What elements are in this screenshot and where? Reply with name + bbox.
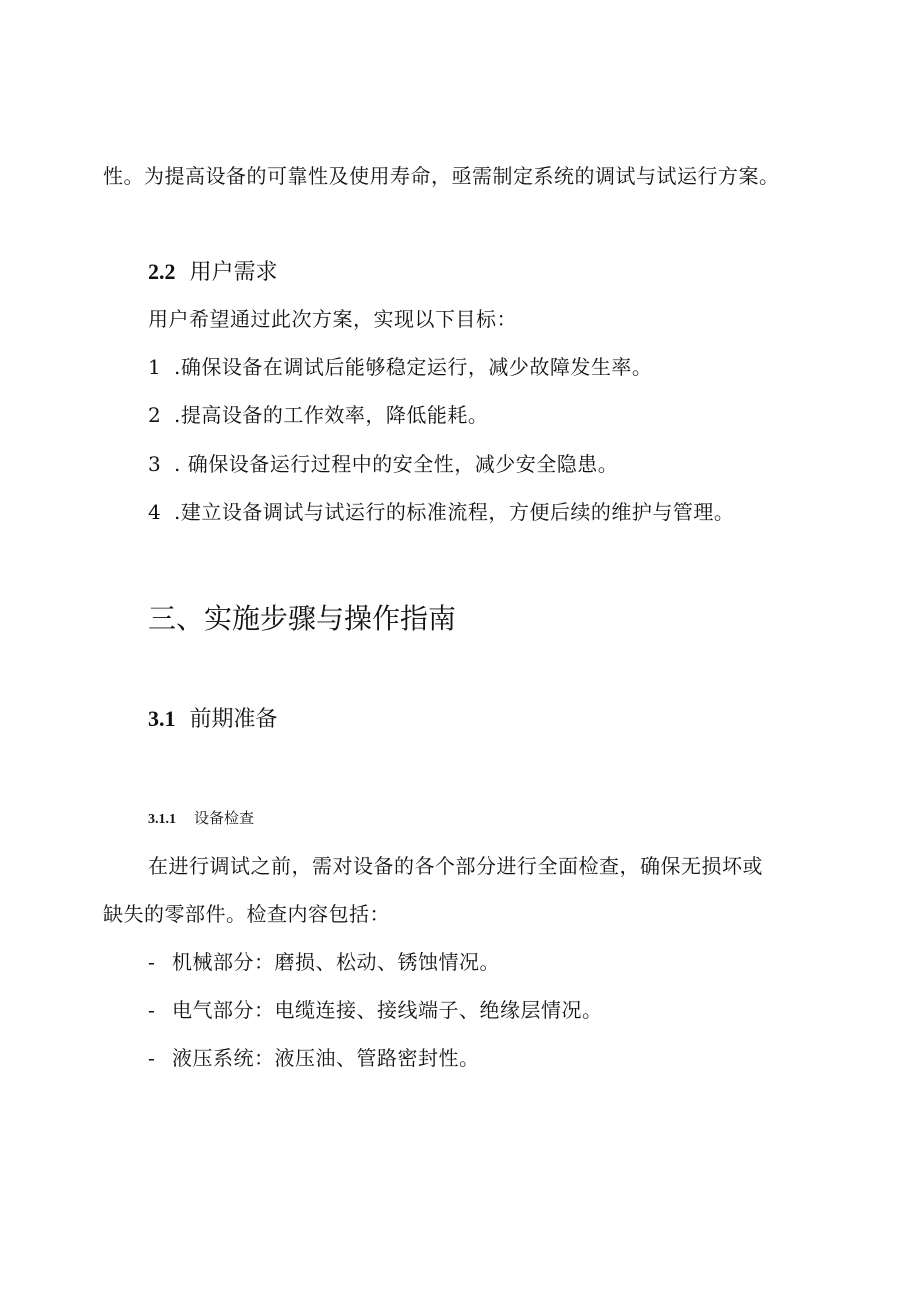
heading-title: 设备检查 bbox=[194, 809, 255, 827]
bullet-item bbox=[148, 1042, 480, 1071]
paragraph-line-1: 在进行调试之前，需对设备的各个部分进行全面检查，确保无损坏或 bbox=[148, 854, 763, 878]
list-item bbox=[148, 496, 734, 525]
heading-3-1 bbox=[148, 702, 278, 733]
heading-3-1-1 bbox=[148, 807, 254, 828]
paragraph-intro-tail: 性。为提高设备的可靠性及使用寿命，亟需制定系统的调试与试运行方案。 bbox=[103, 164, 780, 188]
heading-title: 前期准备 bbox=[189, 707, 278, 732]
list-item-number: 1 bbox=[148, 355, 162, 379]
list-item-text: .确保设备在调试后能够稳定运行，减少故障发生率。 bbox=[174, 355, 653, 379]
bullet-text: 电气部分：电缆连接、接线端子、绝缘层情况。 bbox=[172, 998, 603, 1022]
heading-number: 3.1 bbox=[148, 706, 176, 731]
paragraph-lead: 用户希望通过此次方案，实现以下目标： bbox=[148, 307, 517, 331]
heading-section-3: 三、实施步骤与操作指南 bbox=[148, 602, 457, 635]
bullet-mark: - bbox=[148, 998, 156, 1022]
list-item-number: 2 bbox=[148, 403, 162, 427]
list-item bbox=[148, 351, 652, 380]
heading-2-2 bbox=[148, 255, 278, 286]
list-item bbox=[148, 399, 488, 428]
bullet-mark: - bbox=[148, 950, 156, 974]
bullet-item bbox=[148, 946, 500, 975]
heading-number: 2.2 bbox=[148, 259, 176, 284]
bullet-text: 液压系统：液压油、管路密封性。 bbox=[172, 1046, 480, 1070]
bullet-item bbox=[148, 994, 603, 1023]
list-item-number: 3 bbox=[148, 452, 162, 476]
bullet-mark: - bbox=[148, 1046, 156, 1070]
list-item-text: .提高设备的工作效率，降低能耗。 bbox=[174, 403, 489, 427]
paragraph-line-2: 缺失的零部件。检查内容包括： bbox=[103, 902, 390, 926]
list-item bbox=[148, 448, 618, 477]
list-item-number: 4 bbox=[148, 500, 162, 524]
heading-title: 用户需求 bbox=[189, 260, 278, 285]
bullet-text: 机械部分：磨损、松动、锈蚀情况。 bbox=[172, 950, 500, 974]
list-item-text: . 确保设备运行过程中的安全性，减少安全隐患。 bbox=[174, 452, 619, 476]
list-item-text: .建立设备调试与试运行的标准流程，方便后续的维护与管理。 bbox=[174, 500, 735, 524]
heading-number: 3.1.1 bbox=[148, 812, 176, 827]
